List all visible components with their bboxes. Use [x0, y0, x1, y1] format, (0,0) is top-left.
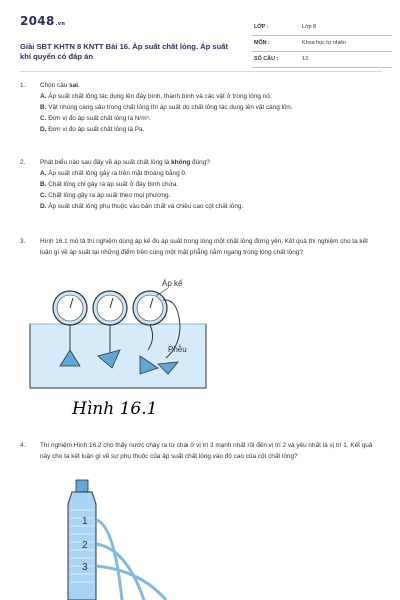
meta-key: LỚP : — [254, 24, 269, 30]
option-d[interactable]: D. Áp suất chất lỏng phụ thuộc vào bản chất và chiều cao cột chất lỏng. — [40, 203, 244, 210]
position-label: 2 — [82, 540, 88, 551]
pressure-gauge — [133, 291, 167, 325]
question-prompt: Phát biểu nào sau đây về áp suất chất lỏng là không đúng? — [40, 159, 210, 166]
figure-caption: Hình 16.1 — [72, 399, 158, 419]
option-c[interactable]: C. Đơn vị đo áp suất chất lỏng là N/m³. — [40, 115, 151, 122]
site-logo[interactable]: 2048.vn — [20, 14, 66, 28]
meta-table — [252, 20, 392, 68]
label-funnel: Phễu — [168, 345, 187, 354]
question-number: 1. — [20, 82, 26, 89]
question-2 — [20, 157, 382, 217]
question-number: 4. — [20, 442, 26, 449]
question-body — [40, 80, 380, 135]
question-1 — [20, 80, 382, 140]
question-body — [40, 157, 380, 212]
water-jets — [96, 520, 166, 600]
option-d[interactable]: D. Đơn vị đo áp suất chất lỏng là Pa. — [40, 126, 145, 133]
figure-16-1 — [28, 278, 228, 420]
question-4 — [20, 440, 382, 480]
question-3 — [20, 236, 382, 276]
option-c[interactable]: C. Chất lỏng gây ra áp suất theo mọi phương. — [40, 192, 171, 199]
label-gauge: Áp kế — [162, 279, 183, 288]
option-b[interactable]: B. Chất lỏng chỉ gây ra áp suất ở đáy bình chứa. — [40, 181, 179, 188]
meta-row-count — [252, 52, 392, 68]
question-number: 2. — [20, 159, 26, 166]
question-text: Hình 16.1 mô tả thí nghiệm dùng áp kế đo áp suất trong lòng một chất lỏng đứng yên. Kết quả thí nghiệm cho ta kết luận gì về áp suất tại những điểm trên cùng một mặt phẳng nằm ngang trong lòng chất lỏng? — [40, 238, 368, 256]
position-label: 3 — [82, 562, 88, 573]
position-label: 1 — [82, 516, 88, 527]
question-text: Thí nghiệm Hình 16.2 cho thấy nước chảy ra từ chai ở vị trí 3 mạnh nhất rồi đến vị trí 2 và yếu nhất là vị trí 1. Kết quả này cho ta kết luận gì về sự phụ thuộc của áp suất chất lỏng vào độ cao của cột chất lỏng? — [40, 442, 373, 460]
header-divider — [20, 71, 382, 72]
figure-16-2 — [44, 476, 184, 600]
option-a[interactable]: A. Áp suất chất lỏng gây ra trên mặt thoáng bằng 0. — [40, 170, 187, 177]
question-number: 3. — [20, 238, 26, 245]
pressure-gauge — [53, 291, 87, 325]
meta-key: SỐ CÂU : — [254, 56, 279, 62]
meta-value: Khoa học tự nhiên — [302, 40, 347, 46]
pressure-gauge — [93, 291, 127, 325]
meta-key: MÔN : — [254, 40, 270, 46]
question-prompt: Chọn câu sai. — [40, 82, 80, 89]
bottle-cap — [76, 480, 88, 492]
meta-row-class — [252, 20, 392, 36]
document-title: Giải SBT KHTN 8 KNTT Bài 16. Áp suất chất lỏng. Áp suất khí quyển có đáp án — [20, 42, 229, 61]
option-b[interactable]: B. Vật nhúng càng sâu trong chất lỏng thì áp suất do chất lỏng tác dụng lên vật càng lớn. — [40, 104, 293, 111]
meta-value: Lớp 8 — [302, 24, 317, 30]
page-header — [20, 10, 382, 62]
option-a[interactable]: A. Áp suất chất lỏng tác dụng lên đáy bình, thành bình và các vật ở trong lòng nó. — [40, 93, 272, 100]
meta-value: 13 — [302, 56, 308, 62]
meta-row-subject — [252, 36, 392, 52]
